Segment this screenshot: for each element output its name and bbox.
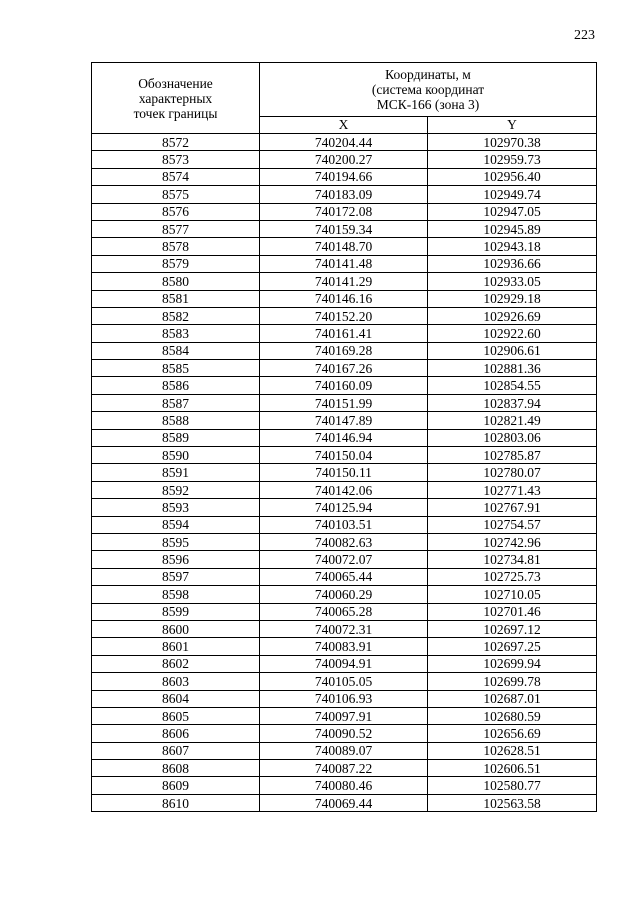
point-id-cell: 8591 (92, 464, 260, 481)
x-coordinate-cell: 740103.51 (260, 516, 428, 533)
point-id-cell: 8585 (92, 360, 260, 377)
x-coordinate-cell: 740097.91 (260, 707, 428, 724)
coordinates-table (91, 62, 597, 812)
table-row (92, 551, 597, 568)
point-id-cell: 8580 (92, 273, 260, 290)
y-coordinate-cell: 102821.49 (428, 412, 597, 429)
point-id-cell: 8582 (92, 307, 260, 324)
x-coordinate-cell: 740200.27 (260, 151, 428, 168)
y-coordinate-cell: 102956.40 (428, 168, 597, 185)
x-coordinate-cell: 740090.52 (260, 725, 428, 742)
point-id-cell: 8581 (92, 290, 260, 307)
y-coordinate-cell: 102780.07 (428, 464, 597, 481)
y-coordinate-cell: 102606.51 (428, 760, 597, 777)
table-row (92, 325, 597, 342)
table-row (92, 568, 597, 585)
x-coordinate-cell: 740105.05 (260, 673, 428, 690)
table-row (92, 673, 597, 690)
x-coordinate-cell: 740106.93 (260, 690, 428, 707)
point-id-cell: 8601 (92, 638, 260, 655)
table-row (92, 186, 597, 203)
y-coordinate-cell: 102628.51 (428, 742, 597, 759)
point-id-cell: 8596 (92, 551, 260, 568)
coords-label-line: (система координат (371, 82, 485, 97)
table-row (92, 481, 597, 498)
table-row (92, 238, 597, 255)
x-coordinate-cell: 740072.31 (260, 620, 428, 637)
x-coordinate-cell: 740146.94 (260, 429, 428, 446)
table-row (92, 394, 597, 411)
x-coordinate-cell: 740167.26 (260, 360, 428, 377)
table-row (92, 464, 597, 481)
x-coordinate-cell: 740147.89 (260, 412, 428, 429)
table-row (92, 777, 597, 794)
point-id-cell: 8602 (92, 655, 260, 672)
x-coordinate-cell: 740087.22 (260, 760, 428, 777)
table-row (92, 499, 597, 516)
table-row (92, 290, 597, 307)
point-label-line: точек границы (133, 105, 218, 121)
point-id-cell: 8610 (92, 794, 260, 811)
y-coordinate-cell: 102970.38 (428, 134, 597, 151)
y-coordinate-cell: 102699.94 (428, 655, 597, 672)
coords-label-line: Координаты, м (385, 67, 471, 82)
y-coordinate-cell: 102785.87 (428, 447, 597, 464)
x-coordinate-cell: 740125.94 (260, 499, 428, 516)
point-id-cell: 8584 (92, 342, 260, 359)
table-header (92, 63, 597, 134)
x-coordinate-cell: 740160.09 (260, 377, 428, 394)
y-coordinate-cell: 102687.01 (428, 690, 597, 707)
x-coordinate-cell: 740080.46 (260, 777, 428, 794)
page-number: 223 (574, 28, 595, 43)
y-coordinate-cell: 102697.25 (428, 638, 597, 655)
x-coordinate-cell: 740142.06 (260, 481, 428, 498)
y-coordinate-cell: 102881.36 (428, 360, 597, 377)
y-coordinate-cell: 102701.46 (428, 603, 597, 620)
table-row (92, 638, 597, 655)
y-coordinate-cell: 102580.77 (428, 777, 597, 794)
point-id-cell: 8597 (92, 568, 260, 585)
x-coordinate-cell: 740169.28 (260, 342, 428, 359)
y-coordinate-cell: 102803.06 (428, 429, 597, 446)
y-coordinate-cell: 102734.81 (428, 551, 597, 568)
table-row (92, 342, 597, 359)
y-coordinate-cell: 102837.94 (428, 394, 597, 411)
table-row (92, 360, 597, 377)
y-coordinate-cell: 102754.57 (428, 516, 597, 533)
point-id-cell: 8607 (92, 742, 260, 759)
x-coordinate-cell: 740161.41 (260, 325, 428, 342)
table-row (92, 533, 597, 550)
x-coordinate-cell: 740094.91 (260, 655, 428, 672)
y-coordinate-cell: 102697.12 (428, 620, 597, 637)
point-id-cell: 8586 (92, 377, 260, 394)
x-coordinate-cell: 740183.09 (260, 186, 428, 203)
point-id-cell: 8577 (92, 220, 260, 237)
point-id-cell: 8590 (92, 447, 260, 464)
table-row (92, 412, 597, 429)
point-id-cell: 8578 (92, 238, 260, 255)
point-id-cell: 8587 (92, 394, 260, 411)
x-coordinate-cell: 740065.28 (260, 603, 428, 620)
point-id-cell: 8573 (92, 151, 260, 168)
table-row (92, 725, 597, 742)
y-coordinate-cell: 102947.05 (428, 203, 597, 220)
x-coordinate-cell: 740069.44 (260, 794, 428, 811)
point-id-cell: 8595 (92, 533, 260, 550)
y-coordinate-cell: 102936.66 (428, 255, 597, 272)
point-id-cell: 8588 (92, 412, 260, 429)
table-row (92, 429, 597, 446)
y-coordinate-cell: 102926.69 (428, 307, 597, 324)
y-coordinate-cell: 102710.05 (428, 586, 597, 603)
x-coordinate-cell: 740194.66 (260, 168, 428, 185)
y-coordinate-cell: 102929.18 (428, 290, 597, 307)
x-coordinate-cell: 740089.07 (260, 742, 428, 759)
y-coordinate-cell: 102771.43 (428, 481, 597, 498)
y-coordinate-cell: 102943.18 (428, 238, 597, 255)
point-id-cell: 8594 (92, 516, 260, 533)
x-coordinate-cell: 740082.63 (260, 533, 428, 550)
y-coordinate-cell: 102680.59 (428, 707, 597, 724)
x-coordinate-cell: 740204.44 (260, 134, 428, 151)
table-row (92, 516, 597, 533)
table-row (92, 690, 597, 707)
table-row (92, 655, 597, 672)
table-row (92, 603, 597, 620)
table-row (92, 220, 597, 237)
table-row (92, 307, 597, 324)
point-id-cell: 8599 (92, 603, 260, 620)
x-coordinate-cell: 740141.29 (260, 273, 428, 290)
point-id-cell: 8592 (92, 481, 260, 498)
coords-label-line: МСК-166 (зона 3) (376, 97, 480, 112)
x-coordinate-cell: 740141.48 (260, 255, 428, 272)
point-id-cell: 8583 (92, 325, 260, 342)
table-row (92, 620, 597, 637)
point-id-cell: 8604 (92, 690, 260, 707)
point-label-line: характерных (138, 90, 213, 106)
table-row (92, 707, 597, 724)
table-row (92, 377, 597, 394)
table-row (92, 203, 597, 220)
y-column-header: Y (428, 117, 597, 134)
point-label-header (92, 63, 260, 134)
point-id-cell: 8589 (92, 429, 260, 446)
point-id-cell: 8606 (92, 725, 260, 742)
y-coordinate-cell: 102699.78 (428, 673, 597, 690)
point-id-cell: 8608 (92, 760, 260, 777)
y-coordinate-cell: 102945.89 (428, 220, 597, 237)
x-coordinate-cell: 740072.07 (260, 551, 428, 568)
point-label-line: Обозначение (138, 75, 213, 91)
x-coordinate-cell: 740065.44 (260, 568, 428, 585)
table-row (92, 760, 597, 777)
table-row (92, 168, 597, 185)
y-coordinate-cell: 102854.55 (428, 377, 597, 394)
y-coordinate-cell: 102742.96 (428, 533, 597, 550)
y-coordinate-cell: 102959.73 (428, 151, 597, 168)
point-id-cell: 8600 (92, 620, 260, 637)
point-id-cell: 8574 (92, 168, 260, 185)
x-coordinate-cell: 740159.34 (260, 220, 428, 237)
y-coordinate-cell: 102725.73 (428, 568, 597, 585)
point-id-cell: 8609 (92, 777, 260, 794)
point-id-cell: 8579 (92, 255, 260, 272)
y-coordinate-cell: 102949.74 (428, 186, 597, 203)
point-id-cell: 8575 (92, 186, 260, 203)
point-id-cell: 8603 (92, 673, 260, 690)
x-coordinate-cell: 740151.99 (260, 394, 428, 411)
table-row (92, 151, 597, 168)
x-coordinate-cell: 740060.29 (260, 586, 428, 603)
point-id-cell: 8598 (92, 586, 260, 603)
point-id-cell: 8576 (92, 203, 260, 220)
point-id-cell: 8572 (92, 134, 260, 151)
y-coordinate-cell: 102906.61 (428, 342, 597, 359)
table-row (92, 255, 597, 272)
x-coordinate-cell: 740150.11 (260, 464, 428, 481)
table-body (92, 134, 597, 812)
y-coordinate-cell: 102922.60 (428, 325, 597, 342)
x-coordinate-cell: 740083.91 (260, 638, 428, 655)
table-row (92, 586, 597, 603)
y-coordinate-cell: 102563.58 (428, 794, 597, 811)
x-coordinate-cell: 740172.08 (260, 203, 428, 220)
point-id-cell: 8605 (92, 707, 260, 724)
x-coordinate-cell: 740152.20 (260, 307, 428, 324)
table-row (92, 134, 597, 151)
point-id-cell: 8593 (92, 499, 260, 516)
x-column-header: X (260, 117, 428, 134)
y-coordinate-cell: 102933.05 (428, 273, 597, 290)
table-row (92, 447, 597, 464)
table-row (92, 742, 597, 759)
table-row (92, 794, 597, 811)
x-coordinate-cell: 740150.04 (260, 447, 428, 464)
table-row (92, 273, 597, 290)
coordinates-header (260, 63, 597, 117)
x-coordinate-cell: 740146.16 (260, 290, 428, 307)
y-coordinate-cell: 102767.91 (428, 499, 597, 516)
y-coordinate-cell: 102656.69 (428, 725, 597, 742)
x-coordinate-cell: 740148.70 (260, 238, 428, 255)
